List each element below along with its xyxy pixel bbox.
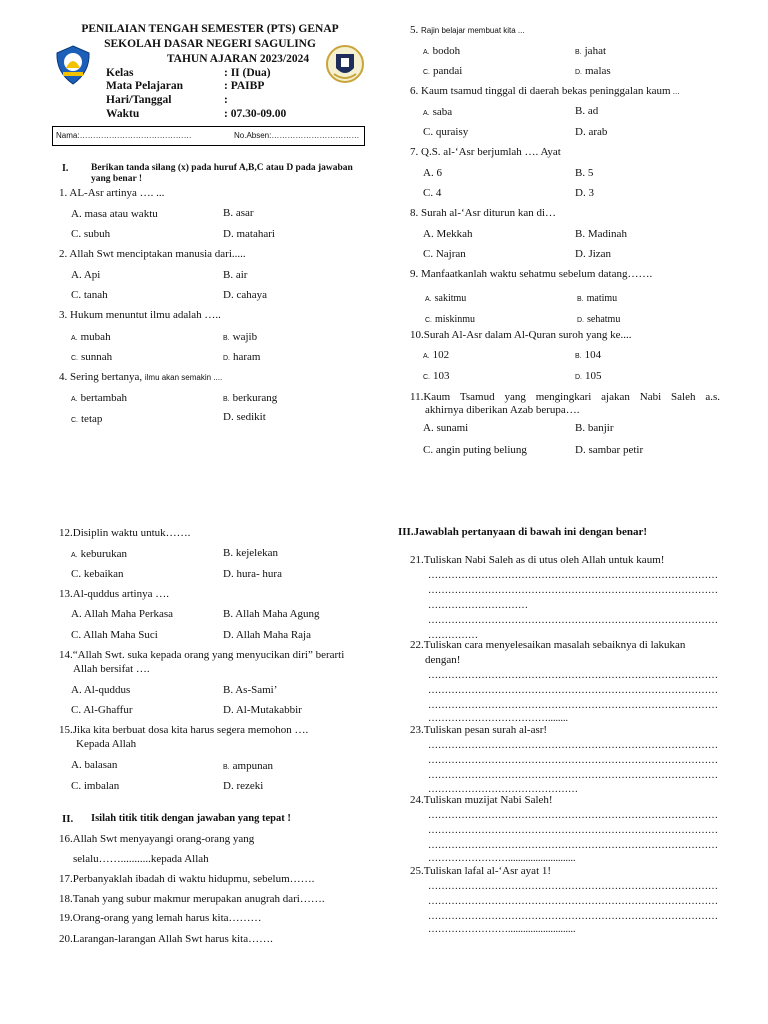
essay-question-23: 23.Tuliskan pesan surah al-asr! [410,724,548,736]
question-14-cont: Allah bersifat …. [73,663,150,675]
q5-text-c: pandai [433,65,463,77]
q6-text-small: ... [670,87,680,96]
question-3: 3. Hukum menuntut ilmu adalah ….. [59,309,221,321]
q5-option-d[interactable] [575,65,611,77]
nama-field[interactable]: Nama:…………………………………… [56,131,192,140]
info-label-waktu: Waktu [106,108,140,120]
q1-option-c[interactable]: C. subuh [71,228,111,240]
fill-question-17[interactable]: 17.Perbanyaklah ibadah di waktu hidupmu, sebelum……. [59,873,315,885]
section-1-title-line1: Berikan tanda silang (x) pada huruf A,B,C atau D pada jawaban [91,163,353,173]
q10-letter-d: D. [575,374,582,381]
essay-question-21: 21.Tuliskan Nabi Saleh as di utus oleh Allah untuk kaum! [410,554,665,566]
q9-option-d[interactable] [577,313,620,325]
q5-option-c[interactable] [423,65,462,77]
q6-option-b[interactable]: B. ad [575,105,599,117]
q6-letter-a: A. [423,110,430,117]
q3-text-a: mubah [80,331,111,343]
q4-text: 4. Sering bertanya, [59,371,145,383]
answer-line[interactable]: …………………………………………………………………………… [428,570,718,581]
info-value-waktu: : 07.30-09.00 [224,108,287,120]
q10-letter-b: B. [575,353,582,360]
q4-text-c: tetap [81,413,103,425]
answer-line[interactable]: …………………………………………………………………………… [428,755,718,766]
answer-line[interactable]: …………………………………………………………………………… [428,615,718,626]
fill-question-18[interactable]: 18.Tanah yang subur makmur merupakan anugrah dari……. [59,893,325,905]
q14-option-c[interactable]: C. Al-Ghaffur [71,704,133,716]
question-12: 12.Disiplin waktu untuk……. [59,527,191,539]
answer-line[interactable]: ……………………………………… [428,784,578,795]
essay-question-25: 25.Tuliskan lafal al-‘Asr ayat 1! [410,865,552,877]
school-name: SEKOLAH DASAR NEGERI SAGULING [104,38,316,50]
info-label-mapel: Mata Pelajaran [106,80,183,92]
question-11: 11.Kaum Tsamud yang mengingkari ajakan Nabi Saleh a.s. [410,391,720,403]
q9-letter-a: A. [425,296,432,303]
answer-line[interactable]: …………… [428,630,478,641]
q11-option-c[interactable]: C. angin puting beliung [423,444,527,456]
q3-option-a[interactable] [71,331,111,343]
section-2-title: Isilah titik titik dengan jawaban yang tepat ! [91,813,291,824]
q4-text-small: ilmu akan semakin .... [144,373,223,382]
question-14: 14.“Allah Swt. suka kepada orang yang menyucikan diri” berarti [59,649,345,661]
section-1-number: I. [62,163,69,174]
q9-letter-c: C. [425,317,432,324]
q3-text-d: haram [233,351,261,363]
q4-letter-c: C. [71,417,78,424]
q4-option-b[interactable] [223,392,277,404]
q10-option-b[interactable] [575,349,601,361]
q11-option-d[interactable]: D. sambar petir [575,444,644,456]
info-label-kelas: Kelas [106,67,134,79]
q10-text-c: 103 [433,370,450,382]
essay-question-22-cont: dengan! [425,654,461,666]
q13-option-c[interactable]: C. Allah Maha Suci [71,629,158,641]
q15-option-b[interactable] [223,760,273,772]
info-value-mapel: : PAIBP [224,80,265,92]
q5-text-d: malas [585,65,611,77]
q10-text-b: 104 [584,349,602,361]
q4-option-c[interactable] [71,413,102,425]
q15-text-b: ampunan [232,760,273,772]
q7-option-c[interactable]: C. 4 [423,187,442,199]
q3-option-c[interactable] [71,351,112,363]
q2-option-a[interactable]: A. Api [71,269,101,281]
answer-line[interactable]: ………………………… [428,600,528,611]
question-5 [410,24,525,36]
answer-line[interactable]: …………………………………………………………………………… [428,700,718,711]
answer-line[interactable]: …………………………………………………………………………… [428,585,718,596]
q11-option-a[interactable]: A. sunami [423,422,469,434]
question-7: 7. Q.S. al-‘Asr berjumlah …. Ayat [410,146,561,158]
q3-option-d[interactable] [223,351,260,363]
q5-text-small: Rajin belajar membuat kita ... [421,26,525,35]
answer-line[interactable]: …………………………………………………………………………… [428,896,718,907]
answer-line[interactable]: …………………………………………………………………………… [428,670,718,681]
section-2-number: II. [62,813,74,825]
q13-option-d[interactable]: D. Allah Maha Raja [223,629,311,641]
q5-text-a: bodoh [432,45,461,57]
q9-letter-b: B. [577,296,584,303]
q3-letter-b: B. [223,335,230,342]
q5-letter-b: B. [575,49,582,56]
q3-text-b: wajib [232,331,258,343]
q6-text: 6. Kaum tsamud tinggal di daerah bekas peninggalan kaum [410,85,671,97]
fill-question-16: 16.Allah Swt menyayangi orang-orang yang [59,833,255,845]
q9-option-c[interactable] [425,313,475,325]
q4-letter-b: B. [223,396,230,403]
info-label-hari: Hari/Tanggal [106,94,172,106]
answer-line[interactable]: ……………………........................... [428,853,576,864]
q4-letter-a: A. [71,396,78,403]
answer-line[interactable]: …………………………………………………………………………… [428,770,718,781]
q7-option-b[interactable]: B. 5 [575,167,594,179]
question-8: 8. Surah al-‘Asr diturun kan di… [410,207,557,219]
q7-option-d[interactable]: D. 3 [575,187,594,199]
question-10: 10.Surah Al-Asr dalam Al-Quran suroh yang ke.... [410,329,632,341]
q5-number: 5. [410,24,419,36]
q3-text-c: sunnah [81,351,113,363]
q10-option-c[interactable] [423,370,450,382]
q14-option-d[interactable]: D. Al-Mutakabbir [223,704,302,716]
q9-text-a: sakitmu [434,293,467,304]
q13-option-a[interactable]: A. Allah Maha Perkasa [71,608,174,620]
q12-letter-a: A. [71,552,78,559]
q2-option-d[interactable]: D. cahaya [223,289,267,301]
question-11-cont: akhirnya diberikan Azab berupa…. [425,404,580,416]
question-15: 15.Jika kita berbuat dosa kita harus segera memohon …. [59,724,309,736]
q9-text-b: matimu [586,293,618,304]
q10-option-a[interactable] [423,349,449,361]
q1-option-d[interactable]: D. matahari [223,228,275,240]
question-9: 9. Manfaatkanlah waktu sehatmu sebelum datang……. [410,268,653,280]
q15-option-d[interactable]: D. rezeki [223,780,264,792]
q5-option-a[interactable] [423,45,460,57]
q3-letter-d: D. [223,355,230,362]
q14-option-b[interactable]: B. As-Sami’ [223,684,278,696]
q15-option-a[interactable]: A. balasan [71,759,118,771]
q10-text-a: 102 [432,349,450,361]
q15-option-c[interactable]: C. imbalan [71,780,120,792]
q6-option-c[interactable]: C. quraisy [423,126,469,138]
question-1: 1. AL-Asr artinya …. ... [59,187,165,199]
exam-title: PENILAIAN TENGAH SEMESTER (PTS) GENAP [81,23,339,35]
q3-option-b[interactable] [223,331,257,343]
q4-option-d[interactable]: D. sedikit [223,411,266,423]
q10-letter-c: C. [423,374,430,381]
q5-letter-a: A. [423,49,430,56]
q9-text-d: sehatmu [587,314,621,325]
answer-line[interactable]: …………………………………………………………………………… [428,825,718,836]
q4-text-b: berkurang [232,392,278,404]
absen-field[interactable]: No.Absen:…………………………… [234,131,360,140]
q3-letter-c: C. [71,355,78,362]
q9-option-a[interactable] [425,292,466,304]
answer-line[interactable]: …………………………………………………………………………… [428,810,718,821]
q2-option-b[interactable]: B. air [223,269,248,281]
q12-option-c[interactable]: C. kebaikan [71,568,124,580]
q8-option-c[interactable]: C. Najran [423,248,466,260]
answer-line[interactable]: ……………………........................... [428,924,576,935]
answer-line[interactable]: …………………………………………………………………………… [428,740,718,751]
q8-option-b[interactable]: B. Madinah [575,228,627,240]
q5-text-b: jahat [584,45,607,57]
answer-line[interactable]: …………………………………………………………………………… [428,881,718,892]
q2-option-c[interactable]: C. tanah [71,289,108,301]
q4-text-a: bertambah [80,392,128,404]
q14-option-a[interactable]: A. Al-quddus [71,684,131,696]
question-15-cont: Kepada Allah [76,738,137,750]
fill-question-20[interactable]: 20.Larangan-larangan Allah Swt harus kita……. [59,933,273,945]
answer-line[interactable]: ………………………………........ [428,713,568,724]
q13-option-b[interactable]: B. Allah Maha Agung [223,608,320,620]
q15-letter-b: B. [223,764,230,771]
q10-option-d[interactable] [575,370,602,382]
section-3-title: III.Jawablah pertanyaan di bawah ini dengan benar! [398,526,648,538]
q4-option-a[interactable] [71,392,127,404]
q6-option-a[interactable] [423,106,452,118]
q8-option-d[interactable]: D. Jizan [575,248,612,260]
q12-option-a[interactable] [71,548,127,560]
q12-option-b[interactable]: B. kejelekan [223,547,278,559]
q11-option-b[interactable]: B. banjir [575,422,614,434]
q1-option-a[interactable]: A. masa atau waktu [71,208,158,220]
q6-option-d[interactable]: D. arab [575,126,608,138]
essay-question-22: 22.Tuliskan cara menyelesaikan masalah sebaiknya di lakukan [410,639,686,651]
q5-letter-c: C. [423,69,430,76]
answer-line[interactable]: …………………………………………………………………………… [428,685,718,696]
q9-text-c: miskinmu [435,314,476,325]
question-13: 13.Al-quddus artinya …. [59,588,169,600]
q5-option-b[interactable] [575,45,606,57]
q3-letter-a: A. [71,335,78,342]
question-4 [59,371,222,383]
fill-question-19[interactable]: 19.Orang-orang yang lemah harus kita……… [59,912,262,924]
section-1-title-line2: yang benar ! [91,174,143,184]
q5-letter-d: D. [575,69,582,76]
answer-line[interactable]: …………………………………………………………………………… [428,840,718,851]
info-value-kelas: : II (Dua) [224,67,271,79]
q12-text-a: keburukan [80,548,128,560]
question-2: 2. Allah Swt menciptakan manusia dari..... [59,248,246,260]
section-1-title [91,163,371,185]
q12-option-d[interactable]: D. hura- hura [223,568,282,580]
answer-line[interactable]: …………………………………………………………………………… [428,911,718,922]
essay-question-24: 24.Tuliskan muzijat Nabi Saleh! [410,794,553,806]
info-value-hari: : [224,94,228,106]
q9-letter-d: D. [577,317,584,324]
q6-text-a: saba [432,106,453,118]
fill-question-16-cont[interactable]: selalu……...........kepada Allah [73,853,209,865]
academic-year: TAHUN AJARAN 2023/2024 [166,53,310,65]
q8-option-a[interactable]: A. Mekkah [423,228,473,240]
q1-option-b[interactable]: B. asar [223,207,254,219]
q7-option-a[interactable]: A. 6 [423,167,442,179]
question-6 [410,85,679,97]
q9-option-b[interactable] [577,292,617,304]
q10-letter-a: A. [423,353,430,360]
q10-text-d: 105 [585,370,602,382]
